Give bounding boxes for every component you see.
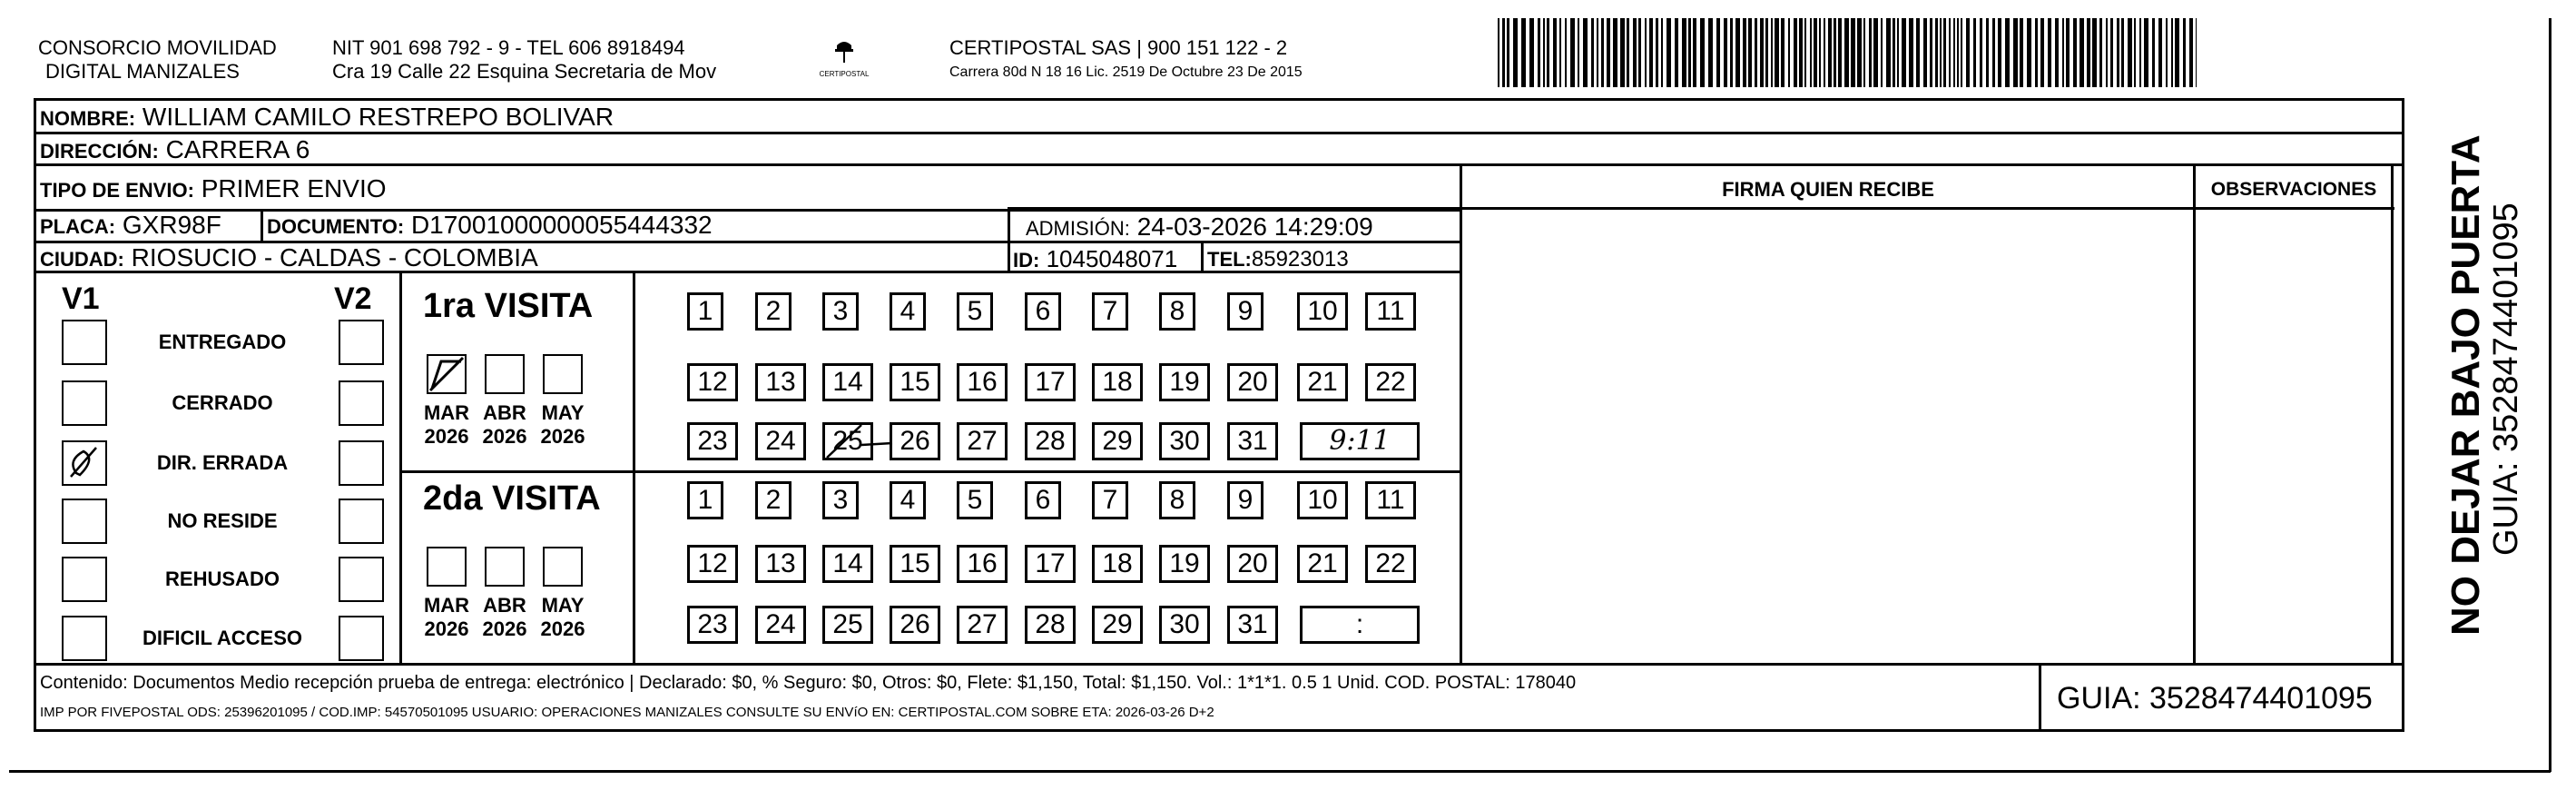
- month-label: MAY: [541, 594, 585, 617]
- day-box[interactable]: 19: [1159, 545, 1210, 583]
- day-box[interactable]: 23: [687, 606, 738, 644]
- month-checkbox[interactable]: [543, 547, 583, 587]
- day-box[interactable]: 31: [1227, 422, 1278, 460]
- v1-checkbox[interactable]: [62, 440, 107, 486]
- day-box[interactable]: 7: [1092, 292, 1128, 331]
- day-box[interactable]: 9: [1227, 481, 1263, 519]
- day-box[interactable]: 14: [822, 363, 873, 401]
- day-box[interactable]: 5: [957, 292, 993, 331]
- day-box[interactable]: 26: [890, 422, 940, 460]
- day-box[interactable]: 8: [1159, 292, 1195, 331]
- month-label: ABR: [483, 594, 526, 617]
- day-box[interactable]: 30: [1159, 422, 1210, 460]
- admision-value: 24-03-2026 14:29:09: [1136, 212, 1373, 241]
- placa-label: PLACA:: [40, 215, 116, 238]
- day-box[interactable]: 7: [1092, 481, 1128, 519]
- footer-line2: IMP POR FIVEPOSTAL ODS: 25396201095 / COD.IMP: 54570501095 USUARIO: OPERACIONES MANIZALES CONSULTE SU ENVíO EN: CERTIPOSTAL.COM SOBRE ETA: 2026-03-26 D+2: [40, 705, 1214, 720]
- day-box[interactable]: 10: [1297, 292, 1348, 331]
- day-box[interactable]: 15: [890, 545, 940, 583]
- day-box[interactable]: 20: [1227, 363, 1278, 401]
- certipostal-logo-icon: [817, 36, 871, 82]
- pen-mark-icon: [428, 356, 465, 392]
- documento-value: D17001000000055444332: [410, 211, 713, 239]
- month-label: ABR: [483, 401, 526, 424]
- day-box[interactable]: 13: [755, 545, 806, 583]
- tel-cell: [1207, 249, 1349, 271]
- tipo-envio-label: TIPO DE ENVIO:: [40, 179, 194, 202]
- day-box[interactable]: 20: [1227, 545, 1278, 583]
- day-box[interactable]: 30: [1159, 606, 1210, 644]
- company-name-line2: DIGITAL MANIZALES: [45, 60, 240, 83]
- month-checkbox[interactable]: [485, 547, 525, 587]
- day-box[interactable]: 2: [755, 292, 791, 331]
- admision-cell: [1026, 214, 1373, 240]
- year-label: 2026: [540, 617, 585, 640]
- day-box[interactable]: 29: [1092, 422, 1143, 460]
- day-box[interactable]: 4: [890, 481, 926, 519]
- day-box[interactable]: 15: [890, 363, 940, 401]
- day-box[interactable]: 23: [687, 422, 738, 460]
- year-label: 2026: [482, 425, 527, 448]
- day-box[interactable]: 18: [1092, 545, 1143, 583]
- month-checkbox[interactable]: [427, 547, 467, 587]
- day-box[interactable]: 24: [755, 606, 806, 644]
- year-label: 2026: [482, 617, 527, 640]
- day-box[interactable]: 8: [1159, 481, 1195, 519]
- observations-area[interactable]: [2196, 207, 2392, 663]
- day-box[interactable]: 18: [1092, 363, 1143, 401]
- day-box[interactable]: 19: [1159, 363, 1210, 401]
- month-checkbox[interactable]: [427, 354, 467, 394]
- firma-header: FIRMA QUIEN RECIBE: [1722, 178, 1934, 201]
- day-box[interactable]: 17: [1025, 545, 1076, 583]
- v1-label: V1: [62, 281, 100, 316]
- reason-label: ENTREGADO: [158, 331, 287, 353]
- tipo-envio-row: [40, 176, 387, 202]
- nombre-row: [40, 104, 614, 130]
- direccion-row: [40, 137, 310, 163]
- day-box[interactable]: 3: [822, 292, 859, 331]
- reason-label: REHUSADO: [165, 568, 280, 590]
- day-box[interactable]: 25: [822, 422, 873, 460]
- v2-checkbox[interactable]: [339, 320, 384, 365]
- day-box[interactable]: 16: [957, 363, 1008, 401]
- day-box[interactable]: 11: [1365, 481, 1416, 519]
- v2-checkbox[interactable]: [339, 440, 384, 486]
- day-box[interactable]: 2: [755, 481, 791, 519]
- v2-checkbox[interactable]: [339, 499, 384, 544]
- observaciones-header: OBSERVACIONES: [2210, 179, 2377, 200]
- day-box[interactable]: 28: [1025, 422, 1076, 460]
- month-label: MAR: [423, 594, 470, 617]
- day-box[interactable]: 22: [1365, 363, 1416, 401]
- day-box[interactable]: 29: [1092, 606, 1143, 644]
- v1-checkbox[interactable]: [62, 557, 107, 602]
- v2-label: V2: [334, 281, 372, 316]
- day-box[interactable]: 22: [1365, 545, 1416, 583]
- day-box[interactable]: 26: [890, 606, 940, 644]
- v1-checkbox[interactable]: [62, 380, 107, 426]
- day-box[interactable]: 25: [822, 606, 873, 644]
- day-box[interactable]: 1: [687, 292, 723, 331]
- no-dejar-warning: NO DEJAR BAJO PUERTA: [2443, 134, 2488, 636]
- reason-label: CERRADO: [172, 391, 273, 414]
- footer-line1: Contenido: Documentos Medio recepción prueba de entrega: electrónico | Declarado: $0, % Seguro: $0, Otros: $0, Flete: $1,150, Total: $1,150. Vol.: 1*1*1. 0.5 1 Unid. COD. POSTAL: 178040: [40, 673, 1577, 693]
- day-box[interactable]: 31: [1227, 606, 1278, 644]
- placa-cell: [40, 212, 221, 238]
- day-box[interactable]: 10: [1297, 481, 1348, 519]
- day-box[interactable]: 16: [957, 545, 1008, 583]
- time-box[interactable]: :: [1300, 606, 1420, 644]
- year-label: 2026: [424, 617, 469, 640]
- month-label: MAR: [423, 401, 470, 424]
- day-box[interactable]: 4: [890, 292, 926, 331]
- year-label: 2026: [540, 425, 585, 448]
- v1-checkbox[interactable]: [62, 616, 107, 661]
- day-box[interactable]: 6: [1025, 481, 1061, 519]
- day-box[interactable]: 21: [1297, 545, 1348, 583]
- v2-checkbox[interactable]: [339, 380, 384, 426]
- id-label: ID:: [1013, 249, 1040, 272]
- footer-guia: GUIA: 3528474401095: [2057, 681, 2373, 716]
- month-checkbox[interactable]: [485, 354, 525, 394]
- month-label: MAY: [541, 401, 585, 424]
- tel-value: 85923013: [1251, 247, 1349, 272]
- id-value: 1045048071: [1046, 245, 1178, 272]
- day-box[interactable]: 12: [687, 545, 738, 583]
- nit-line: NIT 901 698 792 - 9 - TEL 606 8918494: [332, 36, 685, 59]
- nombre-label: NOMBRE:: [40, 107, 136, 130]
- time-box[interactable]: 9:11: [1300, 422, 1420, 460]
- right-rule: [2549, 18, 2551, 772]
- v1-checkbox[interactable]: [62, 320, 107, 365]
- day-box[interactable]: 6: [1025, 292, 1061, 331]
- placa-value: GXR98F: [122, 211, 221, 239]
- ciudad-value: RIOSUCIO - CALDAS - COLOMBIA: [131, 243, 538, 272]
- address-line: Cra 19 Calle 22 Esquina Secretaria de Mov: [332, 60, 717, 83]
- direccion-value: CARRERA 6: [165, 135, 310, 163]
- pen-mark-icon: [821, 421, 894, 463]
- certipostal-logo: [817, 36, 871, 82]
- direccion-label: DIRECCIÓN:: [40, 140, 159, 163]
- ciudad-label: CIUDAD:: [40, 248, 124, 271]
- day-box[interactable]: 3: [822, 481, 859, 519]
- id-cell: [1013, 247, 1177, 271]
- ciudad-row: [40, 245, 538, 271]
- bottom-rule: [9, 770, 2551, 773]
- courier-line1: CERTIPOSTAL SAS | 900 151 122 - 2: [949, 36, 1288, 59]
- day-box[interactable]: 21: [1297, 363, 1348, 401]
- pen-mark-icon: [64, 442, 104, 483]
- day-box[interactable]: 27: [957, 606, 1008, 644]
- signature-area[interactable]: [1462, 207, 2193, 663]
- day-box[interactable]: 13: [755, 363, 806, 401]
- courier-line2: Carrera 80d N 18 16 Lic. 2519 De Octubre 23 De 2015: [949, 64, 1303, 80]
- company-name-line1: CONSORCIO MOVILIDAD: [38, 36, 277, 59]
- logo-caption: CERTIPOSTAL: [819, 70, 870, 78]
- second-visit-title: 2da VISITA: [423, 479, 601, 518]
- documento-cell: [267, 212, 713, 238]
- v2-checkbox[interactable]: [339, 557, 384, 602]
- month-checkbox[interactable]: [543, 354, 583, 394]
- day-box[interactable]: 27: [957, 422, 1008, 460]
- year-label: 2026: [424, 425, 469, 448]
- day-box[interactable]: 11: [1365, 292, 1416, 331]
- day-box[interactable]: 12: [687, 363, 738, 401]
- reason-label: NO RESIDE: [167, 509, 278, 532]
- reason-label: DIR. ERRADA: [156, 451, 289, 474]
- nombre-value: WILLIAM CAMILO RESTREPO BOLIVAR: [142, 103, 615, 131]
- day-box[interactable]: 17: [1025, 363, 1076, 401]
- day-box[interactable]: 1: [687, 481, 723, 519]
- day-box[interactable]: 5: [957, 481, 993, 519]
- first-visit-title: 1ra VISITA: [423, 287, 594, 325]
- tipo-envio-value: PRIMER ENVIO: [201, 174, 387, 202]
- barcode: [1498, 18, 2197, 87]
- day-box[interactable]: 24: [755, 422, 806, 460]
- v2-checkbox[interactable]: [339, 616, 384, 661]
- day-box[interactable]: 14: [822, 545, 873, 583]
- reason-label: DIFICIL ACCESO: [142, 627, 302, 649]
- day-box[interactable]: 28: [1025, 606, 1076, 644]
- side-guia: GUIA: 3528474401095: [2487, 202, 2525, 556]
- admision-label: ADMISIÓN:: [1026, 217, 1130, 240]
- documento-label: DOCUMENTO:: [267, 215, 405, 238]
- v1-checkbox[interactable]: [62, 499, 107, 544]
- tel-label: TEL:: [1207, 248, 1252, 271]
- day-box[interactable]: 9: [1227, 292, 1263, 331]
